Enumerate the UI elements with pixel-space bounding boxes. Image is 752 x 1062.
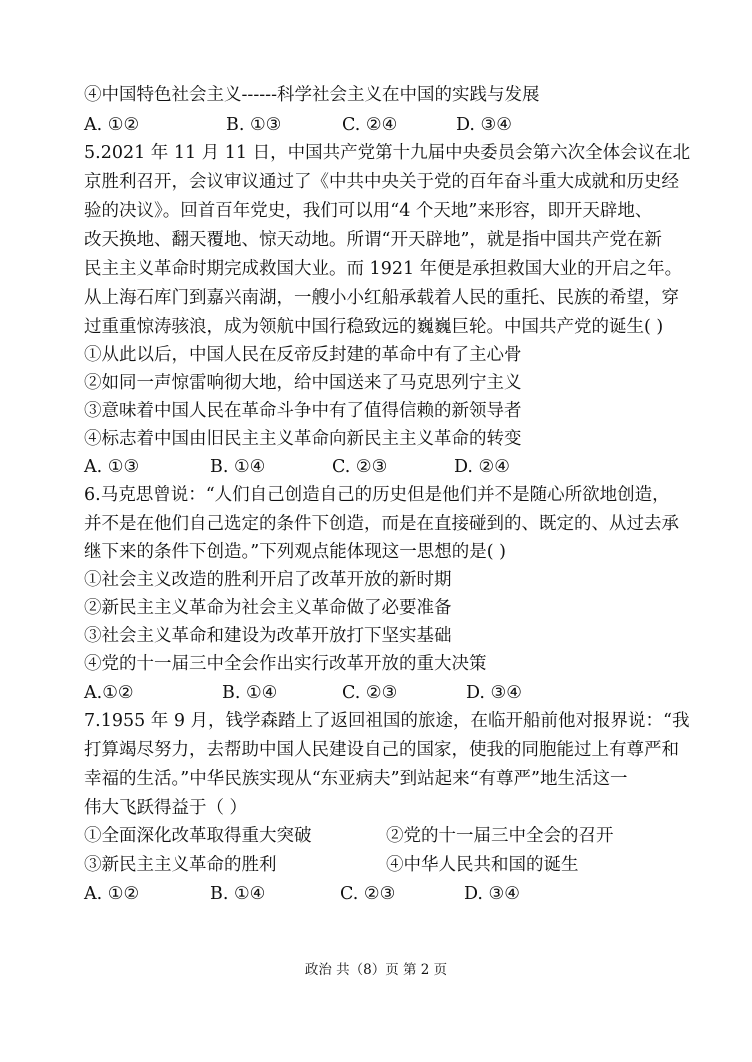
- q4-options: [84, 112, 684, 139]
- q7-items-row: [84, 852, 684, 879]
- q6-item-3: ③社会主义革命和建设为改革开放打下坚实基础: [84, 626, 452, 646]
- q6-stem-line: 6.马克思曾说：“人们自己创造自己的历史但是他们并不是随心所欲地创造，: [84, 485, 670, 505]
- q4-option-d: D. ③④: [456, 115, 512, 135]
- q4-option-a: A. ①②: [84, 115, 140, 135]
- q5-item-4: ④标志着中国由旧民主主义革命向新民主主义革命的转变: [84, 429, 522, 449]
- q5-stem-line: 改天换地、翻天覆地、惊天动地。所谓“开天辟地”，就是指中国共产党在新: [84, 230, 662, 250]
- q5-option-b: B. ①④: [210, 457, 266, 477]
- q4-item-4: ④中国特色社会主义------科学社会主义在中国的实践与发展: [84, 85, 540, 105]
- q5-item-2: ②如同一声惊雷响彻大地，给中国送来了马克思列宁主义: [84, 373, 522, 393]
- q6-option-b: B. ①④: [222, 683, 278, 703]
- q7-options: [84, 881, 684, 908]
- q6-item-2: ②新民主主义革命为社会主义革命做了必要准备: [84, 598, 452, 618]
- q5-option-a: A. ①③: [84, 457, 140, 477]
- q5-stem-line: 京胜利召开，会议审议通过了《中共中央关于党的百年奋斗重大成就和历史经: [84, 172, 679, 192]
- q5-stem-line: 从上海石库门到嘉兴南湖，一艘小小红船承载着人民的重托、民族的希望，穿: [84, 288, 679, 308]
- q6-stem-line: 继下来的条件下创造。”下列观点能体现这一思想的是( ): [84, 542, 506, 562]
- q6-item-1: ①社会主义改造的胜利开启了改革开放的新时期: [84, 570, 452, 590]
- q7-option-c: C. ②③: [340, 884, 396, 904]
- q5-stem-line: 过重重惊涛骇浪，成为领航中国行稳致远的巍巍巨轮。中国共产党的诞生( ): [84, 317, 664, 337]
- q5-item-3: ③意味着中国人民在革命斗争中有了值得信赖的新领导者: [84, 401, 522, 421]
- q7-stem-line: 打算竭尽努力，去帮助中国人民建设自己的国家，使我的同胞能过上有尊严和: [84, 740, 679, 760]
- q6-item-4: ④党的十一届三中全会作出实行改革开放的重大决策: [84, 654, 487, 674]
- q7-item-1: ①全面深化改革取得重大突破: [84, 826, 312, 846]
- q5-stem-line: 民主主义革命时期完成救国大业。而 1921 年便是承担救国大业的开启之年。: [84, 259, 683, 279]
- q5-option-c: C. ②③: [332, 457, 388, 477]
- q7-option-d: D. ③④: [464, 884, 520, 904]
- q7-option-b: B. ①④: [210, 884, 266, 904]
- q7-item-2: ②党的十一届三中全会的召开: [386, 826, 614, 846]
- q4-option-c: C. ②④: [342, 115, 398, 135]
- q7-option-a: A. ①②: [84, 884, 140, 904]
- page-footer: 政治 共（8）页 第 2 页: [304, 962, 448, 978]
- q7-stem-line: 幸福的生活。”中华民族实现从“东亚病夫”到站起来“有尊严”地生活这一: [84, 769, 628, 789]
- q7-item-4: ④中华人民共和国的诞生: [386, 855, 579, 875]
- q7-item-3: ③新民主主义革命的胜利: [84, 855, 277, 875]
- q6-option-c: C. ②③: [342, 683, 398, 703]
- q4-option-b: B. ①③: [226, 115, 282, 135]
- q5-option-d: D. ②④: [454, 457, 510, 477]
- q6-stem-line: 并不是在他们自己选定的条件下创造，而是在直接碰到的、既定的、从过去承: [84, 514, 679, 534]
- q7-stem-line: 7.1955 年 9 月，钱学森踏上了返回祖国的旅途，在临开船前他对报界说：“我: [84, 711, 690, 731]
- q5-options: [84, 454, 684, 481]
- q5-stem-line: 5.2021 年 11 月 11 日，中国共产党第十九届中央委员会第六次全体会议在北: [84, 143, 691, 163]
- q7-stem-line: 伟大飞跃得益于（ ）: [84, 798, 248, 818]
- q6-option-a: A.①②: [84, 683, 134, 703]
- q6-option-d: D. ③④: [466, 683, 522, 703]
- q7-items-row: [84, 823, 684, 850]
- q5-item-1: ①从此以后，中国人民在反帝反封建的革命中有了主心骨: [84, 345, 522, 365]
- q6-options: [84, 680, 684, 707]
- q5-stem-line: 验的决议》。回首百年党史，我们可以用“4 个天地”来形容，即开天辟地、: [84, 201, 653, 221]
